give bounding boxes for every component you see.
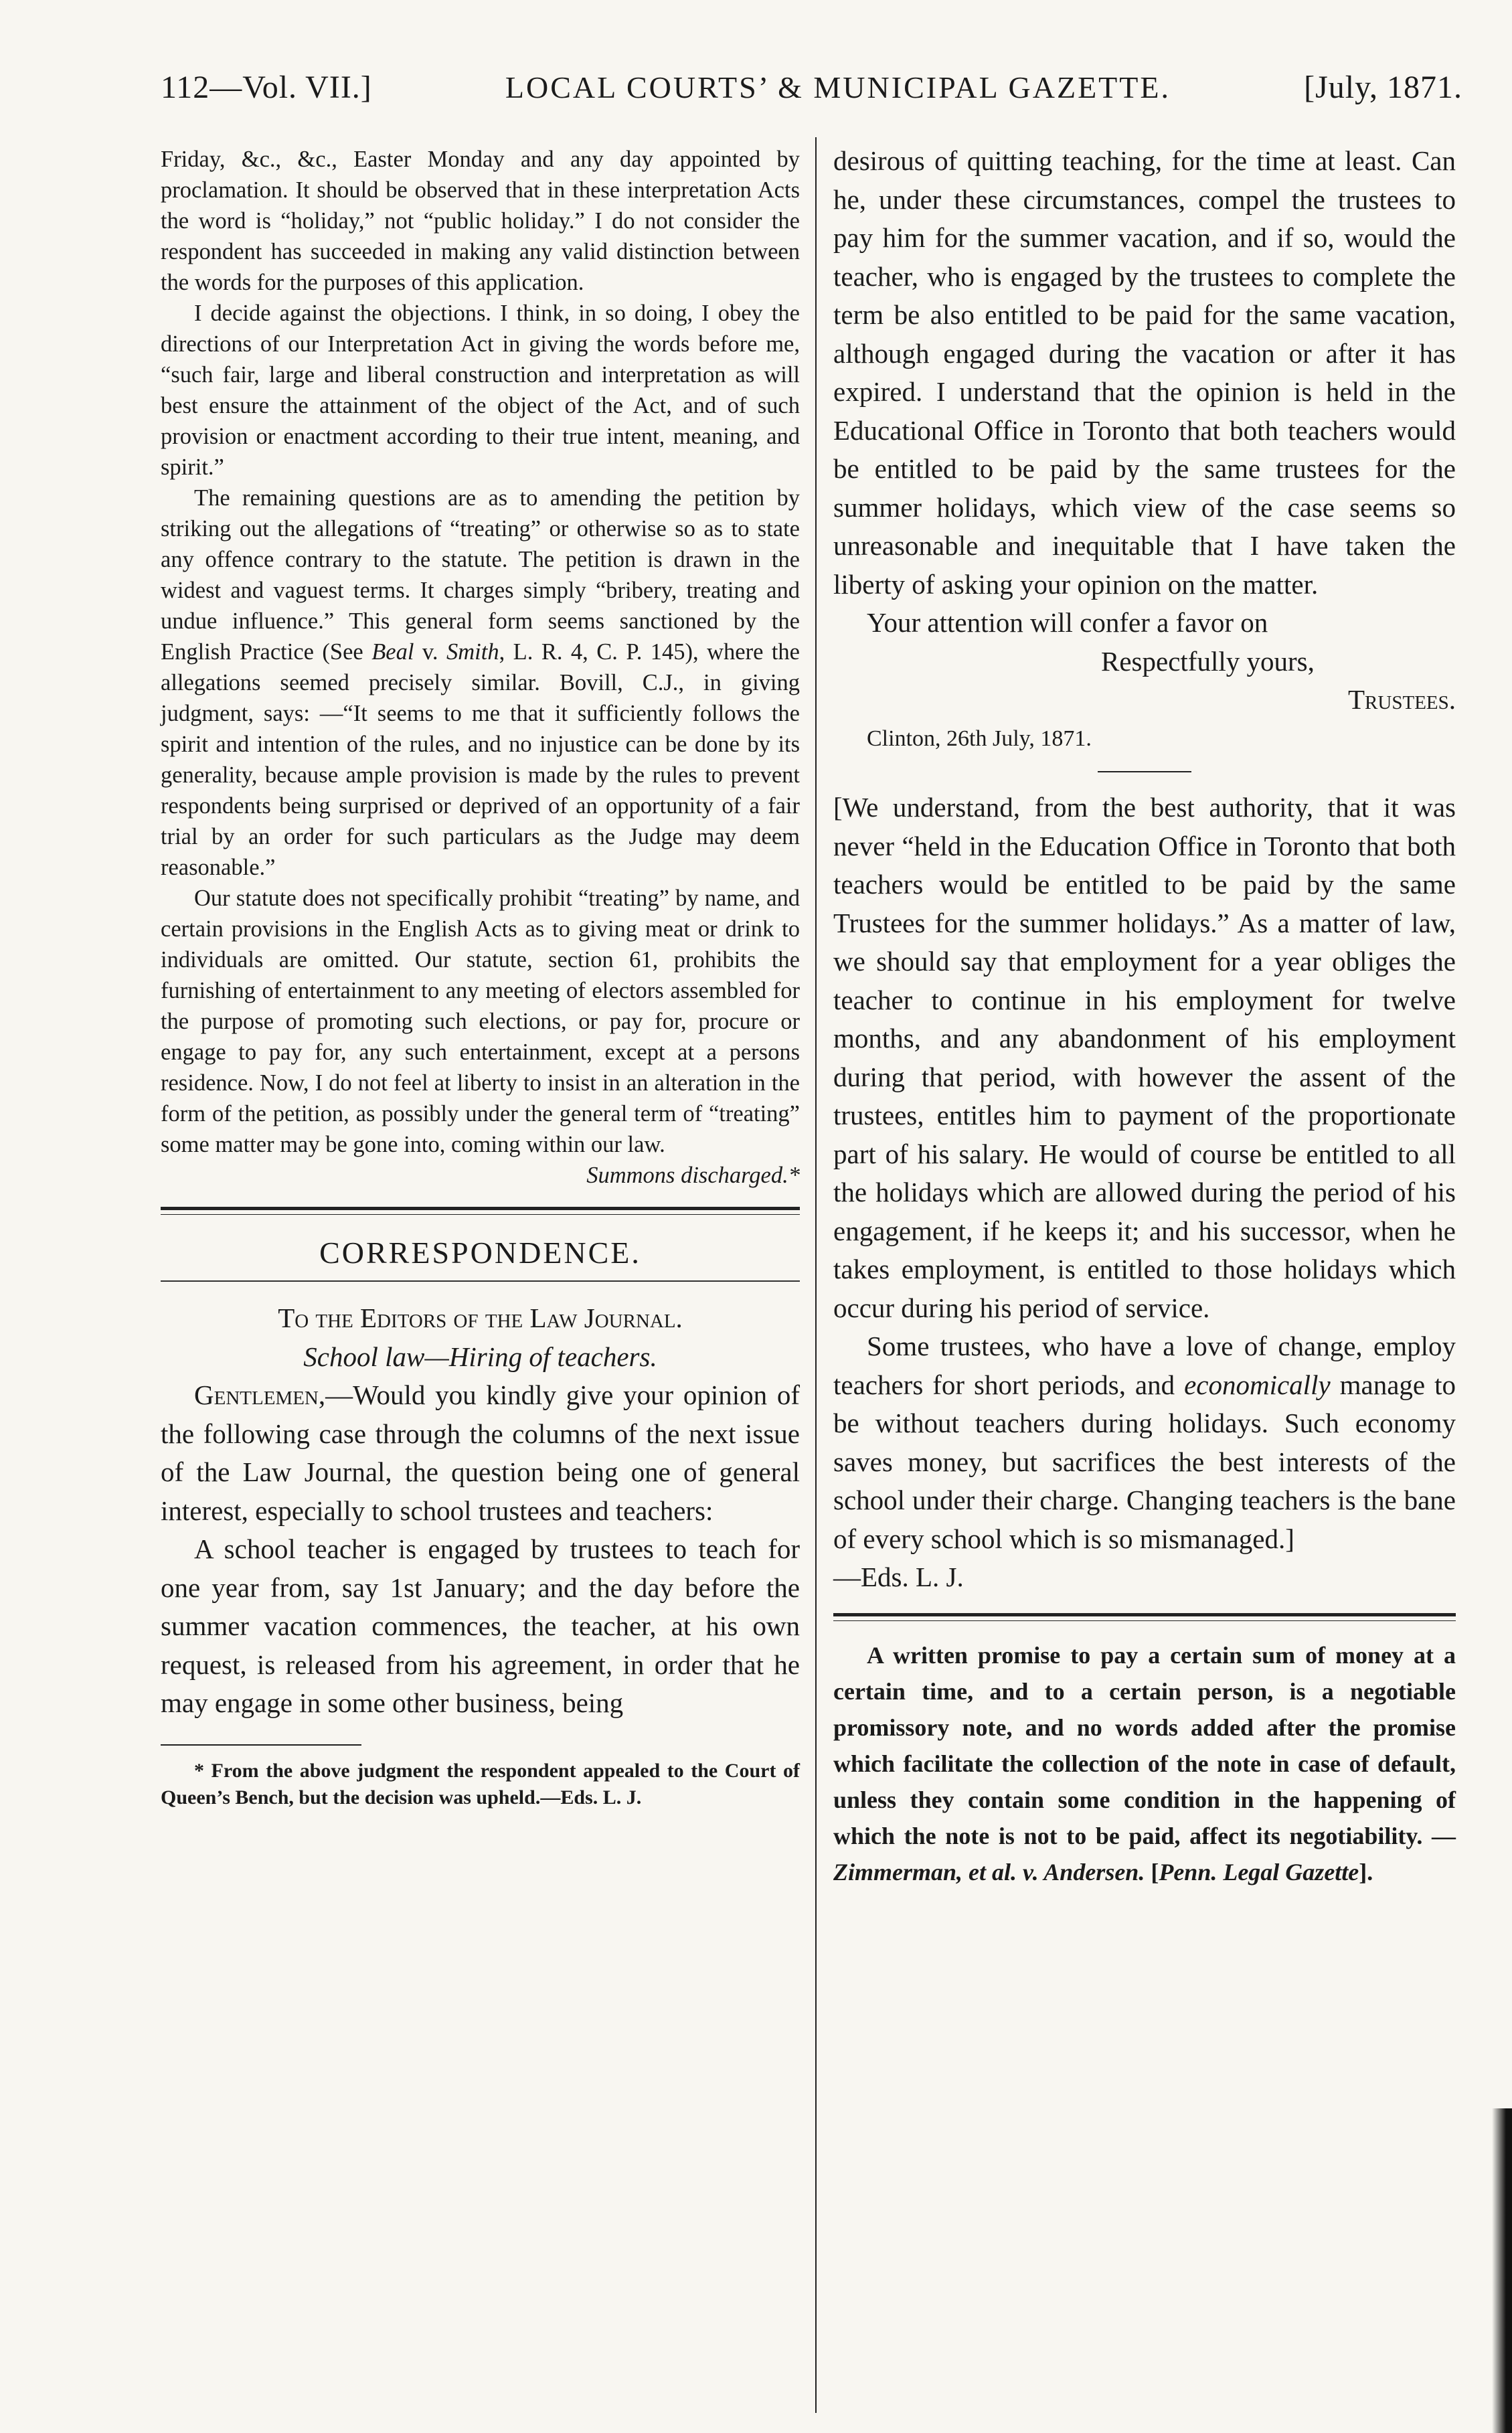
letter-closing: Your attention will confer a favor on — [867, 607, 1268, 638]
column-divider — [815, 137, 817, 2413]
letter-signature: Trustees. — [1348, 684, 1456, 715]
section-divider — [833, 1613, 1456, 1621]
paragraph: The remaining questions are as to amending the petition by striking out the allegations of “treating” or otherwise so as to state any offence contrary to the statute. The petition is drawn in the widest and vaguest terms. It charges simply “bribery, treating and undue influence.” This general form seems sanctioned by the English Practice (See Beal v. Smith, L. R. 4, C. P. 145), where the allegations seemed precisely similar. Bovill, C.J., in giving judgment, says: —“It seems to me that it sufficiently follows the spirit and intention of the rules, and no injustice can be done by its generality, because ample provision is made by the rules to prevent respondents being surprised or deprived of an opportunity of a fair trial by an order for such particulars as the Judge may deem reasonable.” — [161, 485, 800, 880]
paragraph: Some trustees, who have a love of change, employ teachers for short periods, and economically manage to be without teachers during holidays. Such economy saves money, but sacrifices the best interests of the school under their charge. Changing teachers is the bane of every school which is so mismanaged.] — [833, 1331, 1456, 1554]
summons-discharged: Summons discharged.* — [586, 1163, 800, 1188]
paragraph: Our statute does not specifically prohibit “treating” by name, and certain provisions in the English Acts as to giving meat or drink to individuals are omitted. Our statute, section 61, prohibits the furnishing of entertainment to any meeting of electors assembled for the purpose of promoting such elections, or pay for, procure or engage to pay for, any such entertainment, except at a persons residence. Now, I do not feel at liberty to insist in an alteration in the form of the petition, as possibly under the general term of “treating” some matter may be gone into, coming within our law. — [161, 886, 800, 1157]
letter-dateline: Clinton, 26th July, 1871. — [867, 726, 1092, 751]
legal-note: A written promise to pay a certain sum of money at a certain time, and to a certain person, is a negotiable promissory note, and no words added after the promise which facilitate the collection of the note in case of default, unless they contain some condition in the happening of which the note is not to be paid, affect its negotiability. —Zimmerman, et al. v. Andersen. [Penn. Legal Gazette]. — [833, 1641, 1456, 1885]
footnote: * From the above judgment the respondent appealed to the Court of Queen’s Bench, but the decision was upheld.—Eds. L. J. — [161, 1759, 800, 1809]
running-header — [161, 60, 1462, 114]
page-volume: 112—Vol. VII.] — [161, 69, 372, 105]
short-divider — [1098, 771, 1191, 772]
paragraph: A school teacher is engaged by trustees to teach for one year from, say 1st January; and the day before the summer vacation commences, the teacher, at his own request, is released from his agreement, in order that he may engage in some other business, being — [161, 1533, 800, 1718]
publication-title: LOCAL COURTS’ & MUNICIPAL GAZETTE. — [505, 70, 1171, 104]
correspondence-letter — [161, 1299, 800, 1723]
section-title: CORRESPONDENCE. — [319, 1236, 641, 1270]
editors-reply: [We understand, from the best authority, that it was never “held in the Education Office in Toronto that both teachers would be entitled to be paid by the same Trustees for the summer holidays.” As a matter of law, we should say that employment for a year obliges the teacher to continue in his employment for twelve months, and any abandonment of his employment during that period, with however the assent of the trustees, entitles him to payment of the proportionate part of his salary. He would of course be entitled to all the holidays which are allowed during the period of his engagement, if he keeps it; and his successor, when he takes employment, is entitled to those holidays which occur during his period of service. — [833, 792, 1456, 1323]
scan-binding-shadow — [1492, 2108, 1512, 2433]
paragraph: Friday, &c., &c., Easter Monday and any day appointed by proclamation. It should be observed that in these interpretation Acts the word is “holiday,” not “public holiday.” I do not consider the respondent has succeeded in making any valid distinction between the words for the purposes of this application. — [161, 147, 800, 295]
issue-date: [July, 1871. — [1304, 69, 1462, 105]
letter-addressee: To the Editors of the Law Journal. — [278, 1303, 683, 1333]
paragraph: Gentlemen,—Would you kindly give your opinion of the following case through the columns of the next issue of the Law Journal, the question being one of general interest, especially to school trustees and teachers: — [161, 1379, 800, 1526]
section-divider — [161, 1207, 800, 1215]
letter-valediction: Respectfully yours, — [1101, 645, 1315, 677]
right-column — [833, 142, 1456, 1890]
title-rule — [161, 1280, 800, 1282]
paragraph: desirous of quitting teaching, for the time at least. Can he, under these circumstances, compel the trustees to pay him for the summer vacation, and if so, would the teacher, who is engaged by the trustees to complete the term be also entitled to be paid for the same vacation, although engaged during the vacation or after it has expired. I understand that the opinion is held in the Educational Office in Toronto that both teachers would be entitled to be paid by the same trustees for the summer holidays, which view of the case seems so unreasonable and inequitable that I have taken the liberty of asking your opinion on the matter. — [833, 145, 1456, 600]
left-column — [161, 144, 800, 1811]
editors-signature: —Eds. L. J. — [833, 1562, 964, 1592]
paragraph: I decide against the objections. I think, in so doing, I obey the directions of our Interpretation Act in giving the words before me, “such fair, large and liberal construction and interpretation as will best ensure the attainment of the object of the Act, and of such provision or enactment according to their true intent, meaning, and spirit.” — [161, 301, 800, 480]
footnote-rule — [161, 1744, 361, 1746]
letter-subject: School law—Hiring of teachers. — [303, 1341, 657, 1372]
